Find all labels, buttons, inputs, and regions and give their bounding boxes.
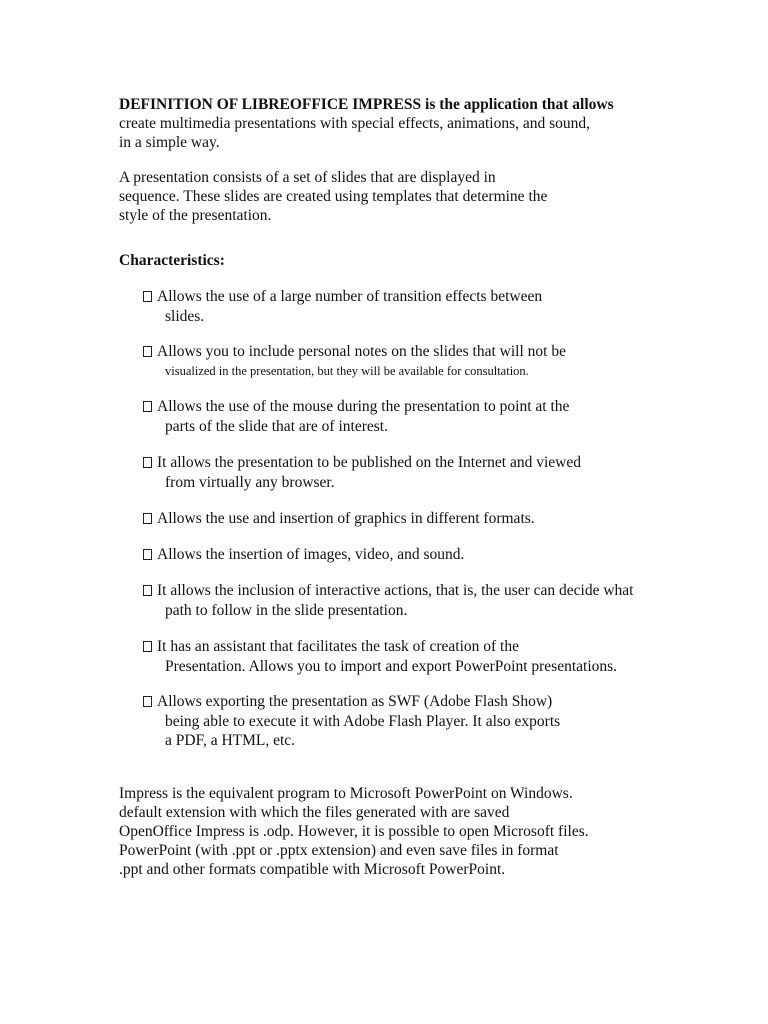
presentation-paragraph (119, 168, 547, 225)
closing-line-4: PowerPoint (with .ppt or .pptx extension) and even save files in format (119, 842, 559, 859)
definition-line-3: in a simple way. (119, 134, 220, 151)
list-item (143, 692, 560, 751)
bullet-glyph-icon (143, 346, 152, 357)
list-item (143, 342, 566, 380)
closing-line-5: .ppt and other formats compatible with Microsoft PowerPoint. (119, 861, 506, 878)
list-item-line-2: path to follow in the slide presentation. (165, 601, 408, 619)
list-item-line-3: a PDF, a HTML, etc. (165, 732, 296, 749)
list-item (143, 545, 464, 565)
list-item-line-1: Allows the use and insertion of graphics in different formats. (157, 510, 535, 527)
presentation-line-3: style of the presentation. (119, 207, 272, 224)
presentation-line-1: A presentation consists of a set of slides that are displayed in (119, 169, 496, 186)
bullet-glyph-icon (143, 549, 152, 560)
definition-paragraph (119, 95, 614, 152)
list-item-line-1: Allows you to include personal notes on the slides that will not be (157, 343, 566, 360)
list-item-line-1: Allows the use of the mouse during the presentation to point at the (157, 398, 570, 415)
closing-line-2: default extension with which the files generated with are saved (119, 804, 510, 821)
bullet-glyph-icon (143, 585, 152, 596)
list-item-line-2: Presentation. Allows you to import and export PowerPoint presentations. (165, 657, 618, 675)
list-item (143, 287, 542, 326)
list-item (143, 453, 581, 492)
list-item-line-1: It has an assistant that facilitates the task of creation of the (157, 638, 519, 655)
list-item-line-2: slides. (165, 307, 205, 325)
list-item-line-1: It allows the presentation to be published on the Internet and viewed (157, 454, 581, 471)
list-item-line-2: parts of the slide that are of interest. (165, 417, 388, 435)
list-item (143, 637, 617, 676)
bullet-glyph-icon (143, 641, 152, 652)
list-item (143, 581, 633, 620)
list-item-line-2: from virtually any browser. (165, 473, 335, 491)
list-item-line-1: Allows the use of a large number of transition effects between (157, 288, 543, 305)
closing-line-3: OpenOffice Impress is .odp. However, it is possible to open Microsoft files. (119, 823, 589, 840)
list-item-line-1: Allows exporting the presentation as SWF (Adobe Flash Show) (157, 693, 553, 710)
definition-line-2: create multimedia presentations with special effects, animations, and sound, (119, 115, 591, 132)
list-item-line-1: Allows the insertion of images, video, and sound. (157, 546, 465, 563)
list-item-line-2: visualized in the presentation, but they will be available for consultation. (165, 363, 529, 378)
bullet-glyph-icon (143, 401, 152, 412)
list-item-line-1: It allows the inclusion of interactive actions, that is, the user can decide what (157, 582, 634, 599)
bullet-glyph-icon (143, 696, 152, 707)
closing-paragraph (119, 784, 589, 879)
presentation-line-2: sequence. These slides are created using templates that determine the (119, 188, 548, 205)
bullet-glyph-icon (143, 291, 152, 302)
closing-line-1: Impress is the equivalent program to Microsoft PowerPoint on Windows. (119, 785, 573, 802)
list-item (143, 397, 569, 436)
bullet-glyph-icon (143, 457, 152, 468)
list-item-line-2: being able to execute it with Adobe Flash Player. It also exports (165, 712, 561, 730)
list-item (143, 509, 535, 529)
characteristics-heading: Characteristics: (119, 252, 225, 269)
bullet-glyph-icon (143, 513, 152, 524)
definition-lead: DEFINITION OF LIBREOFFICE IMPRESS is the application that allows (119, 96, 614, 113)
